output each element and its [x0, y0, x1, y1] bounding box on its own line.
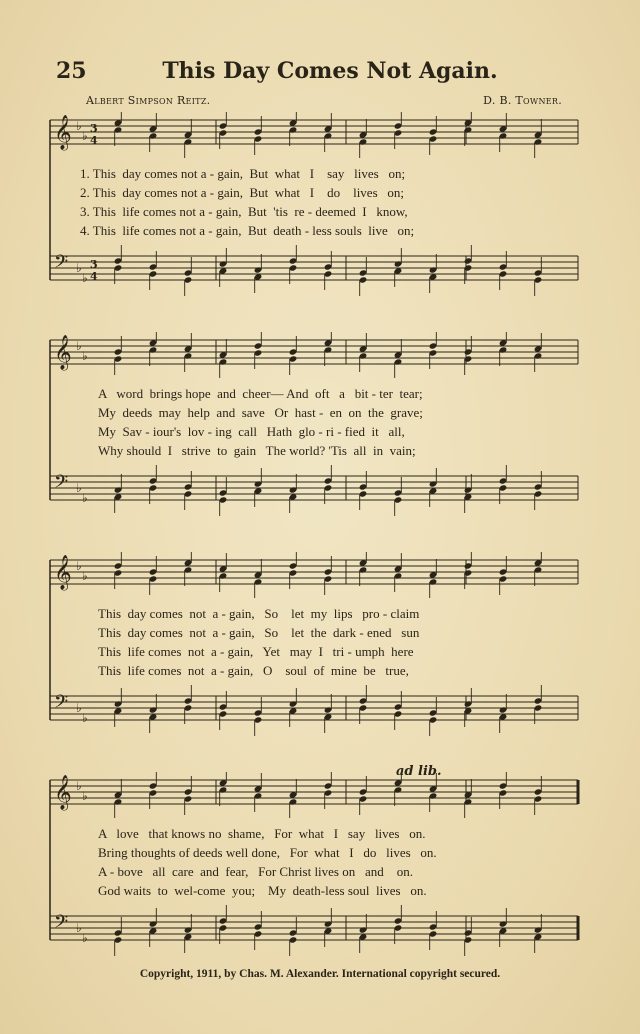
lyric-line: 4. This life comes not a - gain, But death - less souls live on;: [80, 223, 415, 238]
treble-clef-icon: 𝄞: [54, 555, 72, 590]
svg-text:♭: ♭: [82, 271, 88, 285]
bass-clef-icon: 𝄢: [54, 692, 69, 717]
music-system-2: [46, 332, 586, 522]
composer-credit: D. B. Towner.: [483, 94, 562, 107]
svg-text:♭: ♭: [76, 261, 82, 275]
ad-lib-marking: ad lib.: [396, 764, 442, 779]
music-system-4: [46, 772, 586, 962]
svg-text:4: 4: [90, 134, 98, 147]
author-credit: Albert Simpson Reitz.: [86, 94, 211, 107]
svg-text:♭: ♭: [76, 559, 82, 573]
treble-clef-icon: 𝄞: [54, 115, 72, 150]
svg-text:♭: ♭: [76, 481, 82, 495]
bass-clef-icon: 𝄢: [54, 912, 69, 937]
svg-text:3: 3: [90, 258, 98, 271]
svg-text:♭: ♭: [82, 491, 88, 505]
lyric-line: This day comes not a - gain, So let my lips pro - claim: [98, 606, 420, 621]
treble-clef-icon: 𝄞: [54, 775, 72, 810]
svg-text:♭: ♭: [82, 569, 88, 583]
svg-text:♭: ♭: [82, 931, 88, 945]
lyric-line: God waits to wel-come you; My death-less soul lives on.: [98, 883, 427, 898]
svg-text:♭: ♭: [76, 921, 82, 935]
svg-text:♭: ♭: [82, 711, 88, 725]
svg-text:♭: ♭: [82, 349, 88, 363]
lyric-line: Bring thoughts of deeds well done, For what I do lives on.: [98, 845, 437, 860]
svg-text:♭: ♭: [76, 119, 82, 133]
copyright-notice: Copyright, 1911, by Chas. M. Alexander. International copyright secured.: [139, 968, 501, 980]
lyric-line: My Sav - iour's lov - ing call Hath glo - ri - fied it all,: [98, 424, 405, 439]
lyric-line: This life comes not a - gain, Yet may I tri - umph here: [98, 644, 414, 659]
music-system-3: [46, 552, 586, 742]
lyric-line: My deeds may help and save Or hast - en on the grave;: [98, 405, 423, 420]
svg-text:♭: ♭: [82, 129, 88, 143]
bass-clef-icon: 𝄢: [54, 472, 69, 497]
lyric-line: A word brings hope and cheer— And oft a bit - ter tear;: [98, 386, 423, 401]
svg-text:♭: ♭: [82, 789, 88, 803]
svg-text:♭: ♭: [76, 701, 82, 715]
hymn-number: 25: [56, 58, 87, 84]
lyric-line: This day comes not a - gain, So let the dark - ened sun: [98, 625, 420, 640]
svg-text:♭: ♭: [76, 779, 82, 793]
svg-text:♭: ♭: [76, 339, 82, 353]
lyric-line: 2. This day comes not a - gain, But what I do lives on;: [80, 185, 404, 200]
lyric-line: A - bove all care and fear, For Christ lives on and on.: [98, 864, 414, 879]
lyric-line: 3. This life comes not a - gain, But 'tis re - deemed I know,: [80, 204, 408, 219]
treble-clef-icon: 𝄞: [54, 335, 72, 370]
svg-text:4: 4: [90, 270, 98, 283]
lyric-line: 1. This day comes not a - gain, But what I say lives on;: [80, 166, 406, 181]
svg-text:3: 3: [90, 122, 98, 135]
lyric-line: This life comes not a - gain, O soul of mine be true,: [98, 663, 409, 678]
lyric-line: A love that knows no shame, For what I say lives on.: [98, 826, 426, 841]
bass-clef-icon: 𝄢: [54, 252, 69, 277]
lyric-line: Why should I strive to gain The world? 'Tis all in vain;: [98, 443, 416, 458]
hymn-title: This Day Comes Not Again.: [162, 58, 498, 84]
music-system-1: [46, 112, 586, 302]
